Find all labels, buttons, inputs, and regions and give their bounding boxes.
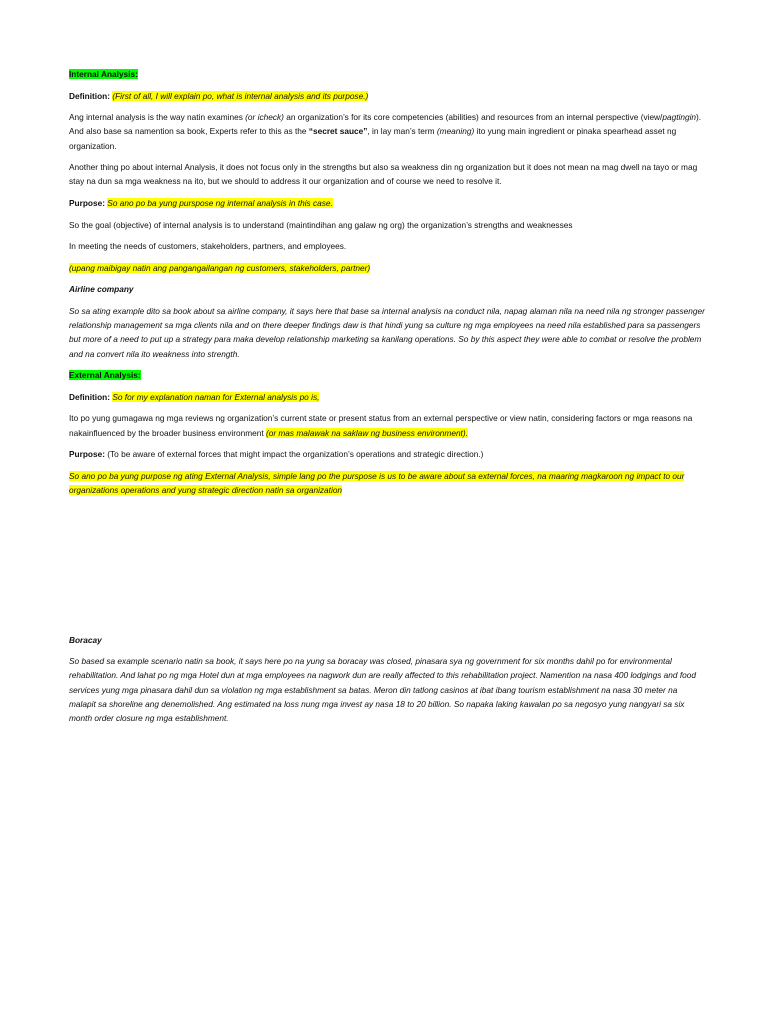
internal-definition xyxy=(69,89,706,103)
example-text: So sa ating example dito sa book about sa airline company, it says here that base sa internal analysis na conduct nila, napag alaman nila na need nila ng stronger passenger relationship management sa mga clients nila and on there deeper findings daw is that hindi yung sa culture ng mga employees na need nila established para sa passengers but more of a need to put up a strategy para maka develop relationship marketing sa kanilang operations. So by this aspect they were able to combat or resolve the problem and na convert nila ito weakness into strength. xyxy=(69,305,705,359)
purpose-label: Purpose: xyxy=(69,449,105,460)
internal-heading-line xyxy=(69,67,706,81)
translation-note: (or mas malawak na saklaw ng business environment). xyxy=(265,427,468,438)
external-paragraph-1 xyxy=(69,411,706,439)
purpose-label: Purpose: xyxy=(69,197,105,208)
external-definition xyxy=(69,390,706,404)
text-run-italic: pagtingin xyxy=(662,112,697,123)
text-run: an organization’s for its core competencies (abilities) and resources from an internal perspective (view/ xyxy=(283,112,663,123)
internal-purpose xyxy=(69,196,706,210)
example-title: Boracay xyxy=(69,634,102,645)
internal-analysis-heading: Internal Analysis: xyxy=(69,69,138,79)
purpose-explanation: So ano po ba yung purpose ng ating External Analysis, simple lang po the purspose is us to be aware about sa external forces, na maaring magkaroon ng impact to our organizations operations and yung strategic direction natin sa organization xyxy=(69,470,685,495)
text-run: , in lay man’s term xyxy=(367,126,437,137)
purpose-text: (To be aware of external forces that might impact the organization’s operations and strategic direction.) xyxy=(104,449,484,460)
definition-note: So for my explanation naman for External analysis po is, xyxy=(112,391,320,402)
internal-paragraph-1 xyxy=(69,110,706,153)
external-purpose xyxy=(69,447,706,461)
text-run-italic: (or icheck) xyxy=(245,112,284,123)
example-text: So based sa example scenario natin sa book, it says here po na yung sa boracay was closed, pinasara sya ng government for six months dahil po for environmental rehabilitation. And lahat po ng mga Hotel dun at mga employees na nagwork dun are really affected to this rehabilitation project. Namention na nasa 400 lodgings and food services yung mga pinasara dahil dun sa violation ng mga establishment sa batas. Meron din tatlong casinos at ibat ibang tourism establishment na nasa 30 meter na malapit sa shoreline ang denemolished. Ang estimated na loss nung mga invest ay nasa 18 to 20 billion. So napaka laking kawalan po sa negosyo yung nangyari sa six month order closure ng mga establishment. xyxy=(69,656,696,723)
purpose-note: So ano po ba yung purspose ng internal analysis in this case. xyxy=(107,197,333,208)
internal-paragraph-4: In meeting the needs of customers, stakeholders, partners, and employees. xyxy=(69,241,347,252)
boracay-example-text xyxy=(69,654,706,725)
airline-example-title xyxy=(69,282,706,296)
boracay-example-title xyxy=(69,633,706,647)
text-run: ito yung main ingredient or pinaka spearhead asset ng organization. xyxy=(69,126,677,151)
internal-paragraph-5 xyxy=(69,261,706,275)
external-paragraph-2 xyxy=(69,469,706,497)
text-run-bold: “secret sauce” xyxy=(308,126,368,137)
translation-note: (upang maibigay natin ang pangangailangan ng customers, stakeholders, partner) xyxy=(69,262,371,273)
definition-label: Definition: xyxy=(69,90,111,101)
blank-space xyxy=(69,505,706,633)
definition-note: (First of all, I will explain po, what is internal analysis and its purpose.) xyxy=(112,90,369,101)
text-run: ). And also base sa namention sa book, Experts refer to this as the xyxy=(69,112,702,137)
internal-paragraph-3: So the goal (objective) of internal analysis is to understand (maintindihan ang galaw ng org) the organization’s strengths and weaknesses xyxy=(69,219,573,230)
example-title: Airline company xyxy=(69,284,134,295)
text-run: Ito po yung gumagawa ng mga reviews ng organization’s current state or present status from an external perspective or view natin, considering factors or mga reasons na nakainfluenced by the broader business environment xyxy=(69,413,693,438)
airline-example-text xyxy=(69,304,706,361)
text-run-italic: (meaning) xyxy=(436,126,475,137)
external-heading-line xyxy=(69,368,706,382)
text-run: Ang internal analysis is the way natin examines xyxy=(69,112,246,123)
external-analysis-heading: External Analysis: xyxy=(69,370,141,381)
internal-paragraph-2: Another thing po about internal Analysis, it does not focus only in the strengths but also sa weakness din ng organization but it does not mean na mag dwell na tayo or mag stay na dun sa mga weakness na ito, but we should to address it our organization and of course we need to resolve it. xyxy=(69,162,698,187)
definition-label: Definition: xyxy=(69,391,111,402)
